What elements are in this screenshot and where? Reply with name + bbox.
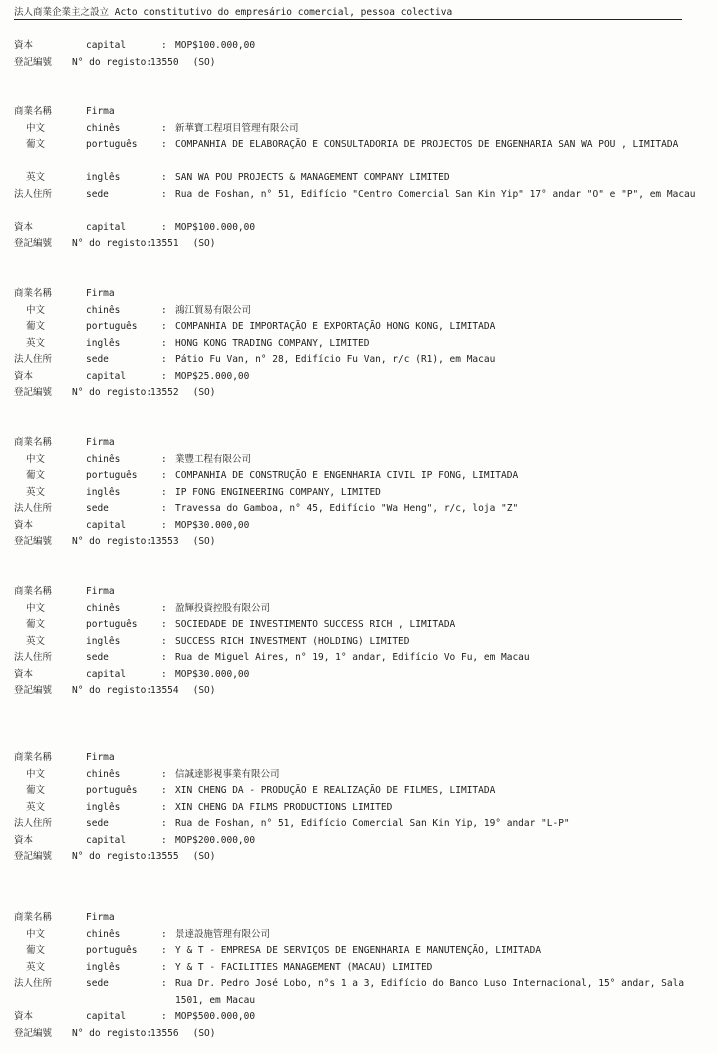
- ingles-label-zh: 英文: [26, 337, 46, 349]
- portugues-label-zh: 葡文: [26, 321, 46, 332]
- chines-value: 業豐工程有限公司: [175, 453, 252, 465]
- registo-label-pt: N° do registo:: [72, 238, 153, 249]
- sede-label-zh: 法人住所: [14, 818, 53, 829]
- firma-row: [14, 435, 714, 452]
- registo-value: [150, 55, 230, 72]
- chines-label-zh: 中文: [26, 122, 46, 134]
- ingles-row: [14, 485, 714, 502]
- ingles-row: [14, 800, 714, 817]
- sede-row: [14, 187, 714, 220]
- entry-13553: [14, 435, 714, 551]
- chines-value: 盈輝投資控股有限公司: [175, 602, 271, 614]
- ingles-label-pt: inglês: [86, 635, 121, 647]
- capital-value: MOP$100.000,00: [175, 221, 256, 233]
- chines-value: 信誠達影視事業有限公司: [175, 768, 280, 780]
- sede-value: Travessa do Gamboa, n° 45, Edifício "Wa Heng", r/c, loja "Z": [175, 503, 519, 514]
- chines-label-zh: 中文: [26, 453, 46, 465]
- colon: :: [161, 470, 167, 481]
- firma-label-pt: Firma: [86, 586, 115, 597]
- portugues-row: [14, 319, 714, 336]
- capital-label-zh: 資本: [14, 519, 34, 531]
- chines-label-pt: chinês: [86, 928, 121, 940]
- colon: :: [161, 40, 167, 51]
- portugues-row: [14, 468, 714, 485]
- chines-value: 景達設施管理有限公司: [175, 928, 271, 940]
- registo-row: [14, 849, 714, 866]
- capital-label-zh: 資本: [14, 221, 34, 233]
- sede-value: Rua de Foshan, n° 51, Edifício Comercial San Kin Yip, 19° andar "L-P": [175, 818, 570, 829]
- ingles-value: Y & T - FACILITIES MANAGEMENT (MACAU) LIMITED: [175, 961, 433, 973]
- capital-label-pt: capital: [86, 668, 127, 680]
- sede-label-pt: sede: [86, 188, 109, 200]
- registo-label-zh: 登記編號: [14, 387, 53, 398]
- registo-number: 13554: [150, 685, 179, 696]
- firma-label-zh: 商業名稱: [14, 586, 53, 597]
- chines-label-pt: chinês: [86, 122, 121, 134]
- portugues-value: Y & T - EMPRESA DE SERVIÇOS DE ENGENHARIA E MANUTENÇÃO, LIMITADA: [175, 945, 542, 956]
- registo-value: [150, 236, 230, 253]
- registo-label-pt: N° do registo:: [72, 56, 153, 68]
- registo-number: 13556: [150, 1027, 179, 1039]
- ingles-label-pt: inglês: [86, 486, 121, 498]
- colon: :: [161, 337, 167, 349]
- capital-value: MOP$100.000,00: [175, 40, 256, 51]
- colon: :: [161, 652, 167, 663]
- portugues-label-pt: português: [86, 321, 138, 332]
- portugues-label-zh: 葡文: [26, 785, 46, 796]
- firma-row: [14, 750, 714, 767]
- ingles-label-zh: 英文: [26, 172, 46, 183]
- sede-row: [14, 816, 714, 833]
- ingles-row: [14, 634, 714, 651]
- registo-suffix: (SO): [192, 56, 216, 68]
- colon: :: [161, 668, 167, 680]
- capital-label-zh: 資本: [14, 40, 34, 51]
- capital-label-zh: 資本: [14, 834, 34, 846]
- capital-row: [14, 518, 714, 535]
- registo-row: [14, 534, 714, 551]
- chines-label-pt: chinês: [86, 602, 121, 614]
- sede-label-zh: 法人住所: [14, 652, 53, 663]
- portugues-value: COMPANHIA DE IMPORTAÇÃO E EXPORTAÇÃO HONG KONG, LIMITADA: [175, 321, 496, 332]
- chines-row: [14, 452, 714, 469]
- capital-label-pt: capital: [86, 40, 127, 51]
- colon: :: [161, 945, 167, 956]
- colon: :: [161, 453, 167, 465]
- colon: :: [161, 304, 167, 316]
- portugues-value: XIN CHENG DA - PRODUÇÃO E REALIZAÇÃO DE FILMES, LIMITADA: [175, 785, 496, 796]
- ingles-row: [14, 960, 714, 977]
- sede-row: [14, 976, 714, 1009]
- portugues-label-pt: português: [86, 470, 138, 481]
- capital-label-pt: capital: [86, 834, 127, 846]
- colon: :: [161, 768, 167, 780]
- portugues-label-pt: português: [86, 619, 138, 630]
- portugues-row: [14, 137, 714, 170]
- capital-row: [14, 220, 714, 237]
- colon: :: [161, 188, 167, 200]
- capital-value: MOP$30.000,00: [175, 668, 250, 680]
- capital-row: [14, 667, 714, 684]
- registo-suffix: (SO): [192, 1027, 216, 1039]
- registo-label-pt: N° do registo:: [72, 851, 153, 862]
- colon: :: [161, 172, 167, 183]
- ingles-row: [14, 170, 714, 187]
- firma-label-pt: Firma: [86, 752, 115, 763]
- ingles-label-pt: inglês: [86, 961, 121, 973]
- chines-row: [14, 601, 714, 618]
- capital-row: [14, 369, 714, 386]
- registo-suffix: (SO): [192, 387, 216, 398]
- registo-label-zh: 登記編號: [14, 1027, 53, 1039]
- sede-label-zh: 法人住所: [14, 188, 53, 200]
- chines-label-pt: chinês: [86, 304, 121, 316]
- registo-row: [14, 683, 714, 700]
- colon: :: [161, 486, 167, 498]
- chines-label-zh: 中文: [26, 928, 46, 940]
- firma-row: [14, 104, 714, 121]
- ingles-label-zh: 英文: [26, 801, 46, 813]
- chines-label-zh: 中文: [26, 304, 46, 316]
- registo-label-pt: N° do registo:: [72, 685, 153, 696]
- colon: :: [161, 370, 167, 382]
- registo-suffix: (SO): [192, 685, 216, 696]
- firma-row: [14, 910, 714, 927]
- capital-label-pt: capital: [86, 221, 127, 233]
- capital-row: [14, 1009, 714, 1026]
- firma-label-zh: 商業名稱: [14, 912, 53, 923]
- sede-label-zh: 法人住所: [14, 354, 53, 365]
- sede-value: Pátio Fu Van, n° 28, Edifício Fu Van, r/c (R1), em Macau: [175, 354, 496, 365]
- capital-label-pt: capital: [86, 370, 127, 382]
- sede-value: Rua Dr. Pedro José Lobo, n°s 1 a 3, Edifício do Banco Luso Internacional, 15° andar, Sala 1501, em Macau: [175, 978, 685, 1006]
- ingles-label-pt: inglês: [86, 172, 121, 183]
- entry-13551: [14, 104, 714, 253]
- colon: :: [161, 928, 167, 940]
- sede-value: Rua de Foshan, n° 51, Edifício "Centro Comercial San Kin Yip" 17° andar "O" e "P", em Macau: [175, 188, 696, 200]
- colon: :: [161, 354, 167, 365]
- sede-value: Rua de Miguel Aires, n° 19, 1° andar, Edifício Vo Fu, em Macau: [175, 652, 530, 663]
- colon: :: [161, 519, 167, 531]
- registo-label-pt: N° do registo:: [72, 1027, 153, 1039]
- registo-label-pt: N° do registo:: [72, 387, 153, 398]
- sede-label-zh: 法人住所: [14, 503, 53, 514]
- firma-row: [14, 286, 714, 303]
- chines-value: 鴻江貿易有限公司: [175, 304, 252, 316]
- colon: :: [161, 602, 167, 614]
- firma-label-pt: Firma: [86, 912, 115, 923]
- sede-label-pt: sede: [86, 503, 109, 514]
- registo-label-zh: 登記編號: [14, 56, 53, 68]
- capital-label-zh: 資本: [14, 668, 34, 680]
- entry-13556: [14, 910, 714, 1042]
- firma-row: [14, 584, 714, 601]
- colon: :: [161, 818, 167, 829]
- capital-value: MOP$30.000,00: [175, 519, 250, 531]
- sede-label-zh: 法人住所: [14, 978, 53, 989]
- firma-label-zh: 商業名稱: [14, 288, 53, 299]
- registo-label-zh: 登記編號: [14, 238, 53, 249]
- ingles-value: SUCCESS RICH INVESTMENT (HOLDING) LIMITED: [175, 635, 410, 647]
- registo-number: 13550: [150, 56, 179, 68]
- registo-label-zh: 登記編號: [14, 536, 53, 547]
- ingles-label-zh: 英文: [26, 961, 46, 973]
- registo-suffix: (SO): [192, 851, 216, 862]
- ingles-value: HONG KONG TRADING COMPANY, LIMITED: [175, 337, 370, 349]
- chines-value: 新華寶工程項目管理有限公司: [175, 122, 299, 134]
- colon: :: [161, 122, 167, 134]
- colon: :: [161, 221, 167, 233]
- registo-suffix: (SO): [192, 536, 216, 547]
- portugues-value: COMPANHIA DE ELABORAÇÃO E CONSULTADORIA DE PROJECTOS DE ENGENHARIA SAN WA POU , LIMITADA: [175, 139, 679, 150]
- capital-row: [14, 38, 714, 55]
- colon: :: [161, 1011, 167, 1022]
- ingles-value: SAN WA POU PROJECTS & MANAGEMENT COMPANY LIMITED: [175, 172, 450, 183]
- colon: :: [161, 785, 167, 796]
- registo-value: [150, 849, 230, 866]
- sede-row: [14, 650, 714, 667]
- entry-13550: [14, 38, 714, 71]
- colon: :: [161, 961, 167, 973]
- firma-label-pt: Firma: [86, 288, 115, 299]
- colon: :: [161, 503, 167, 514]
- firma-label-pt: Firma: [86, 106, 115, 117]
- registo-value: [150, 683, 230, 700]
- portugues-value: SOCIEDADE DE INVESTIMENTO SUCCESS RICH , LIMITADA: [175, 619, 456, 630]
- chines-row: [14, 767, 714, 784]
- portugues-label-zh: 葡文: [26, 470, 46, 481]
- chines-label-pt: chinês: [86, 453, 121, 465]
- registo-label-zh: 登記編號: [14, 685, 53, 696]
- registo-value: [150, 534, 230, 551]
- portugues-label-zh: 葡文: [26, 619, 46, 630]
- registo-row: [14, 385, 714, 402]
- ingles-value: IP FONG ENGINEERING COMPANY, LIMITED: [175, 486, 381, 498]
- portugues-label-pt: português: [86, 785, 138, 796]
- portugues-row: [14, 783, 714, 800]
- registo-value: [150, 385, 230, 402]
- chines-label-pt: chinês: [86, 768, 121, 780]
- sede-label-pt: sede: [86, 652, 109, 663]
- ingles-label-zh: 英文: [26, 635, 46, 647]
- registo-number: 13555: [150, 851, 179, 862]
- sede-label-pt: sede: [86, 978, 109, 989]
- sede-row: [14, 352, 714, 369]
- registo-row: [14, 55, 714, 72]
- ingles-value: XIN CHENG DA FILMS PRODUCTIONS LIMITED: [175, 801, 393, 813]
- colon: :: [161, 635, 167, 647]
- ingles-label-pt: inglês: [86, 801, 121, 813]
- registo-number: 13553: [150, 536, 179, 547]
- capital-value: MOP$200.000,00: [175, 834, 256, 846]
- registo-number: 13551: [150, 238, 179, 249]
- colon: :: [161, 834, 167, 846]
- capital-value: MOP$500.000,00: [175, 1011, 256, 1022]
- capital-label-zh: 資本: [14, 370, 34, 382]
- entry-13552: [14, 286, 714, 402]
- portugues-value: COMPANHIA DE CONSTRUÇÃO E ENGENHARIA CIVIL IP FONG, LIMITADA: [175, 470, 519, 481]
- portugues-row: [14, 943, 714, 960]
- sede-label-pt: sede: [86, 818, 109, 829]
- registo-number: 13552: [150, 387, 179, 398]
- chines-row: [14, 927, 714, 944]
- registo-row: [14, 1026, 714, 1043]
- chines-row: [14, 303, 714, 320]
- capital-label-pt: capital: [86, 519, 127, 531]
- portugues-row: [14, 617, 714, 634]
- portugues-label-pt: português: [86, 945, 138, 956]
- portugues-label-pt: português: [86, 139, 138, 150]
- ingles-row: [14, 336, 714, 353]
- entry-13554: [14, 584, 714, 700]
- registo-suffix: (SO): [192, 238, 216, 249]
- capital-label-pt: capital: [86, 1011, 127, 1022]
- ingles-label-pt: inglês: [86, 337, 121, 349]
- sede-row: [14, 501, 714, 518]
- portugues-label-zh: 葡文: [26, 139, 46, 150]
- colon: :: [161, 321, 167, 332]
- chines-row: [14, 121, 714, 138]
- registo-label-zh: 登記編號: [14, 851, 53, 862]
- page-header: 法人商業企業主之設立 Acto constitutivo do empresário comercial, pessoa colectiva: [14, 6, 682, 20]
- colon: :: [161, 978, 167, 989]
- entry-13555: [14, 750, 714, 866]
- capital-value: MOP$25.000,00: [175, 370, 250, 382]
- registo-label-pt: N° do registo:: [72, 536, 153, 547]
- registo-value: [150, 1026, 230, 1043]
- firma-label-zh: 商業名稱: [14, 106, 53, 117]
- firma-label-pt: Firma: [86, 437, 115, 448]
- chines-label-zh: 中文: [26, 602, 46, 614]
- sede-label-pt: sede: [86, 354, 109, 365]
- portugues-label-zh: 葡文: [26, 945, 46, 956]
- firma-label-zh: 商業名稱: [14, 752, 53, 763]
- ingles-label-zh: 英文: [26, 486, 46, 498]
- firma-label-zh: 商業名稱: [14, 437, 53, 448]
- capital-row: [14, 833, 714, 850]
- capital-label-zh: 資本: [14, 1011, 34, 1022]
- colon: :: [161, 139, 167, 150]
- registo-row: [14, 236, 714, 253]
- colon: :: [161, 619, 167, 630]
- chines-label-zh: 中文: [26, 768, 46, 780]
- colon: :: [161, 801, 167, 813]
